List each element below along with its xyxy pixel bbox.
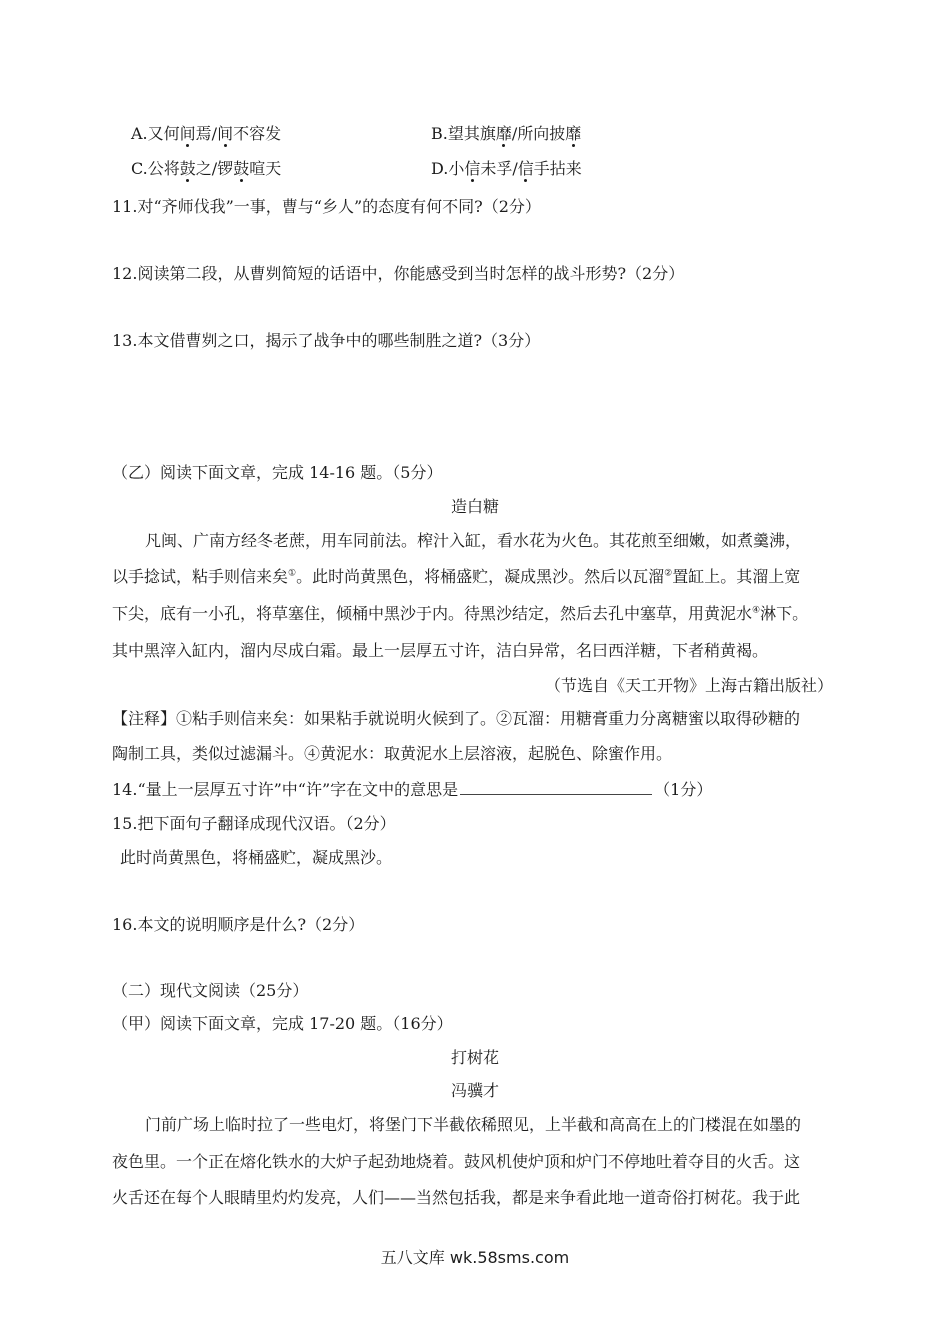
question-11: 11.对“齐师伐我”一事，曹与“乡人”的态度有何不同?（2分） xyxy=(112,197,541,216)
story-line-1: 门前广场上临时拉了一些电灯，将堡门下半截依稀照见，上半截和高高在上的门楼混在如墨的 xyxy=(145,1115,802,1134)
translate-sentence: 此时尚黄黑色，将桶盛贮，凝成黑沙。 xyxy=(120,848,393,867)
option-c: C.公将鼓之/锣鼓喧天 xyxy=(131,159,282,178)
option-d: D.小信未孚/信手拈来 xyxy=(431,159,582,178)
article-line-4: 其中黑滓入缸内，溜内尽成白霜。最上一层厚五寸许，洁白异常，名曰西洋糖，下者稍黄褐。 xyxy=(112,641,769,660)
question-16: 16.本文的说明顺序是什么?（2分） xyxy=(112,915,365,934)
story-line-3: 火舌还在每个人眼睛里灼灼发亮，人们——当然包括我，都是来争看此地一道奇俗打树花。我于此 xyxy=(112,1188,801,1207)
answer-blank[interactable] xyxy=(460,780,652,795)
section-b-heading: （乙）阅读下面文章，完成 14-16 题。（5分） xyxy=(112,463,443,482)
article-line-3: 下尖，底有一小孔，将草塞住，倾桶中黑沙于内。待黑沙结定，然后去孔中塞草，用黄泥水④淋下。 xyxy=(112,604,809,623)
article-source: （节选自《天工开物》上海古籍出版社） xyxy=(545,676,834,695)
notes-line-1: 【注释】①粘手则信来矣：如果粘手就说明火候到了。②瓦溜：用糖膏重力分离糖蜜以取得砂糖的 xyxy=(112,709,801,728)
article-line-1: 凡闽、广南方经冬老蔗，用车同前法。榨汁入缸，看水花为火色。其花煎至细嫩，如煮羹沸， xyxy=(145,531,802,550)
story-author: 冯骥才 xyxy=(450,1081,499,1100)
option-b: B.望其旗靡/所向披靡 xyxy=(431,124,582,143)
article-title: 造白糖 xyxy=(450,497,499,516)
section-2-heading: （二）现代文阅读（25分） xyxy=(112,981,309,1000)
footer-watermark: 五八文库 wk.58sms.com xyxy=(380,1248,570,1267)
question-14: 14.“量上一层厚五寸许”中“许”字在文中的意思是 （1分） xyxy=(112,780,713,799)
story-line-2: 夜色里。一个正在熔化铁水的大炉子起劲地烧着。鼓风机使炉顶和炉门不停地吐着夺目的火舌。这 xyxy=(112,1152,801,1171)
question-12: 12.阅读第二段，从曹刿简短的话语中，你能感受到当时怎样的战斗形势?（2分） xyxy=(112,264,685,283)
question-13: 13.本文借曹刿之口，揭示了战争中的哪些制胜之道?（3分） xyxy=(112,331,541,350)
notes-line-2: 陶制工具，类似过滤漏斗。④黄泥水：取黄泥水上层溶液，起脱色、除蜜作用。 xyxy=(112,744,673,763)
story-title: 打树花 xyxy=(450,1048,499,1067)
question-15: 15.把下面句子翻译成现代汉语。（2分） xyxy=(112,814,396,833)
section-2-sub: （甲）阅读下面文章，完成 17-20 题。（16分） xyxy=(112,1014,453,1033)
option-a: A.又何间焉/间不容发 xyxy=(131,124,282,143)
article-line-2: 以手捻试，粘手则信来矣①。此时尚黄黑色，将桶盛贮，凝成黑沙。然后以瓦溜②置缸上。其溜上宽 xyxy=(112,567,801,586)
